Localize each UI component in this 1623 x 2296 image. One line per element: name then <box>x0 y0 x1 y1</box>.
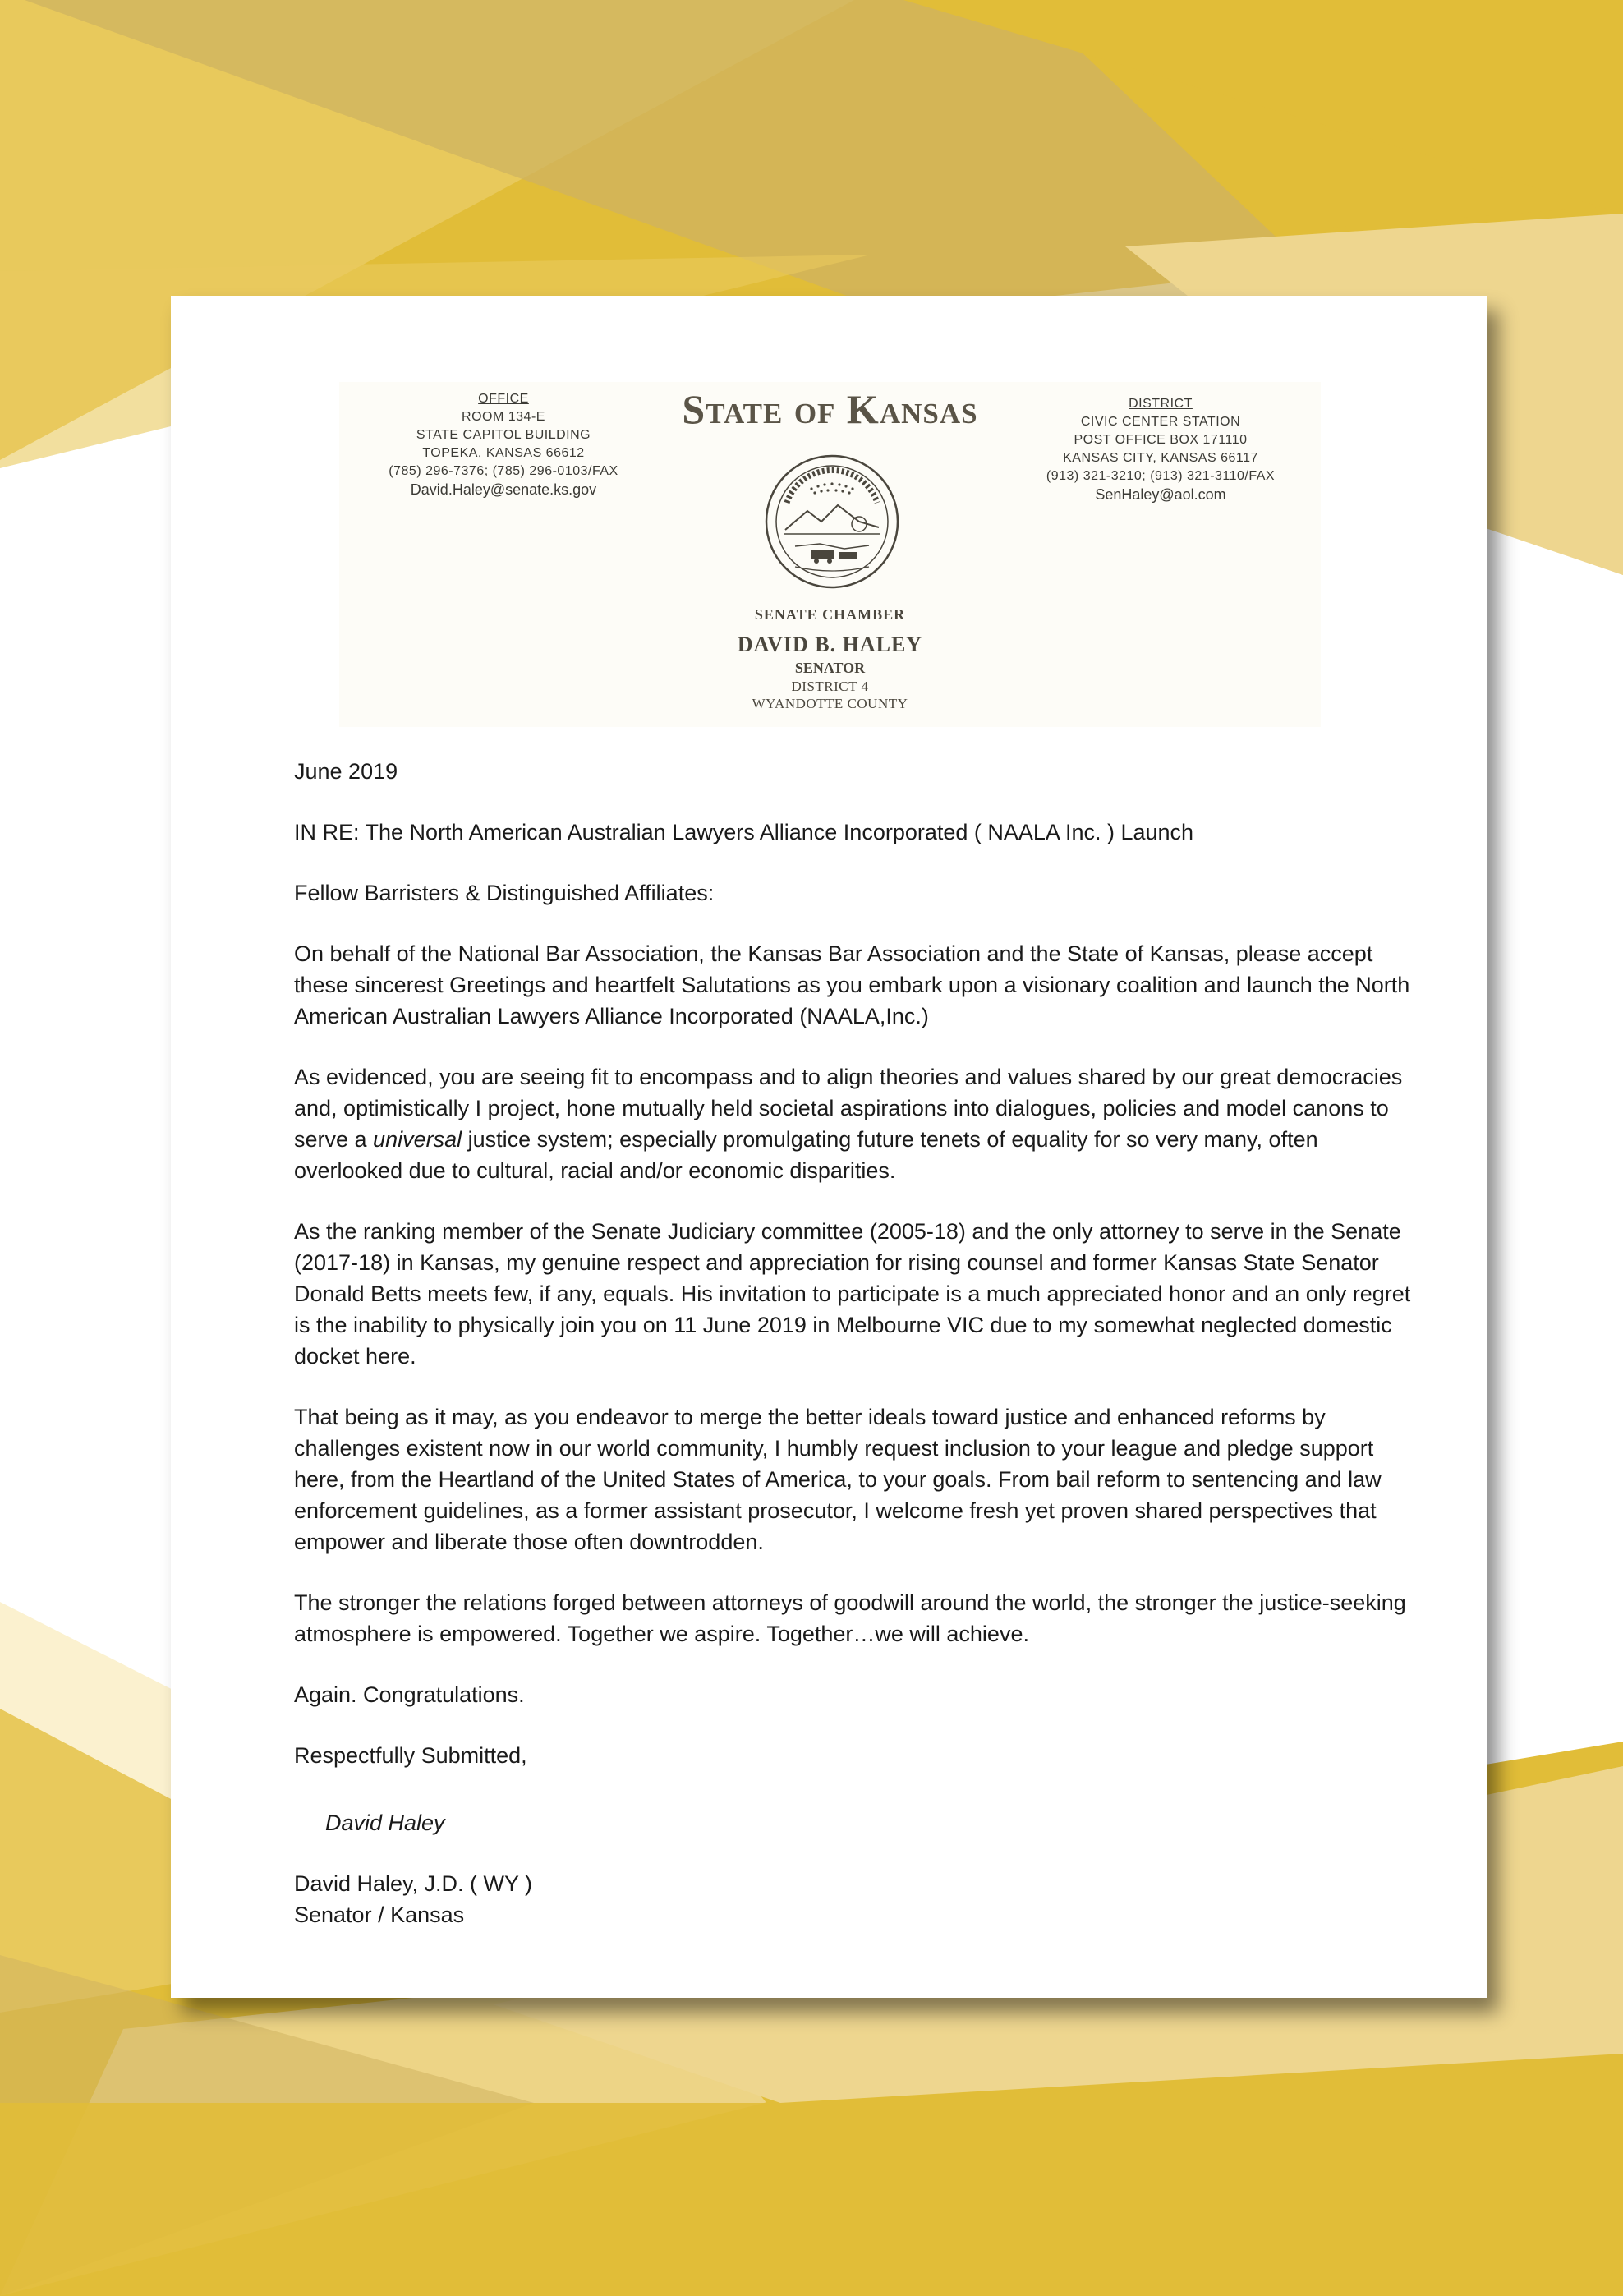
paragraph-1: On behalf of the National Bar Association, the Kansas Bar Association and the State of Kansas, please accept these sincerest Greetings and heartfelt Salutations as you embark upon a visionary coalition and launch the North American Australian Lawyers Alliance Incorporated (NAALA,Inc.) <box>294 941 1410 1028</box>
district-heading: DISTRICT <box>1129 397 1193 411</box>
paragraph-2-text: As evidenced, you are seeing fit to encompass and to align theories and values shared by our great democracies and, optimistically I project, hone mutually held societal aspirations into dialogues, policies and model canons to serve a <box>294 1065 1403 1152</box>
office-address-line: ROOM 134-E <box>462 410 545 424</box>
district-address-block <box>1000 395 1321 504</box>
office-email: David.Haley@senate.ks.gov <box>410 481 597 498</box>
district-phone-line: (913) 321-3210; (913) 321-3110/FAX <box>1046 469 1276 483</box>
paragraph-2 <box>294 1061 1428 1186</box>
office-heading: OFFICE <box>478 392 529 406</box>
letter-salutation: Fellow Barristers & Distinguished Affiliates: <box>294 881 715 905</box>
district-address-line: KANSAS CITY, KANSAS 66117 <box>1063 451 1258 465</box>
signer-name: David Haley, J.D. ( WY ) <box>294 1871 533 1896</box>
senator-name: DAVID B. HALEY <box>737 633 923 656</box>
senator-title: SENATOR <box>794 660 866 676</box>
paragraph-3: As the ranking member of the Senate Judiciary committee (2005-18) and the only attorney to serve in the Senate (2017-18) in Kansas, my genuine respect and appreciation for rising counsel and former Kansas State Senator Donald Betts meets few, if any, equals. His invitation to participate is a much appreciated honor and an only regret is the inability to physically join you on 11 June 2019 in Melbourne VIC due to my somewhat neglected domestic docket here. <box>294 1219 1411 1369</box>
signer-title: Senator / Kansas <box>294 1903 465 1927</box>
district-address-line: CIVIC CENTER STATION <box>1080 415 1241 429</box>
district-info <box>339 678 1321 712</box>
closing-line: Respectfully Submitted, <box>294 1743 527 1768</box>
letter-date: June 2019 <box>294 759 398 784</box>
office-address-line: TOPEKA, KANSAS 66612 <box>422 446 585 460</box>
paragraph-2-text-end: justice system; especially promulgating future tenets of equality for so very many, often overlooked due to cultural, racial and/or economic disparities. <box>294 1127 1318 1183</box>
paragraph-4: That being as it may, as you endeavor to merge the better ideals toward justice and enhanced reforms by challenges existent now in our world community, I humbly request inclusion to your league and pledge support here, from the Heartland of the United States of America, to your goals. From bail reform to sentencing and law enforcement guidelines, as a former assistant prosecutor, I welcome fresh yet proven shared perspectives that empower and liberate those often downtrodden. <box>294 1405 1382 1554</box>
office-address-line: STATE CAPITOL BUILDING <box>416 428 591 442</box>
kansas-state-seal-icon <box>762 452 902 591</box>
office-phone-line: (785) 296-7376; (785) 296-0103/FAX <box>389 464 618 478</box>
district-number: DISTRICT 4 <box>791 679 869 694</box>
letter-subject: IN RE: The North American Australian Lawyers Alliance Incorporated ( NAALA Inc. ) Launch <box>294 820 1194 844</box>
district-email: SenHaley@aol.com <box>1095 486 1226 503</box>
state-title: State of Kansas <box>682 386 978 432</box>
congratulations-line: Again. Congratulations. <box>294 1682 525 1707</box>
paragraph-2-emphasis: universal <box>373 1127 462 1152</box>
signature: David Haley <box>325 1811 445 1835</box>
letterhead <box>339 382 1321 727</box>
district-address-line: POST OFFICE BOX 171110 <box>1074 433 1248 447</box>
county-name: WYANDOTTE COUNTY <box>752 696 908 711</box>
senate-chamber-label: SENATE CHAMBER <box>754 606 906 623</box>
letter-page <box>171 296 1487 1998</box>
paragraph-5: The stronger the relations forged between attorneys of goodwill around the world, the stronger the justice-seeking atmosphere is empowered. Together we aspire. Together…we will achieve. <box>294 1590 1406 1646</box>
letter-body <box>294 756 1428 1930</box>
